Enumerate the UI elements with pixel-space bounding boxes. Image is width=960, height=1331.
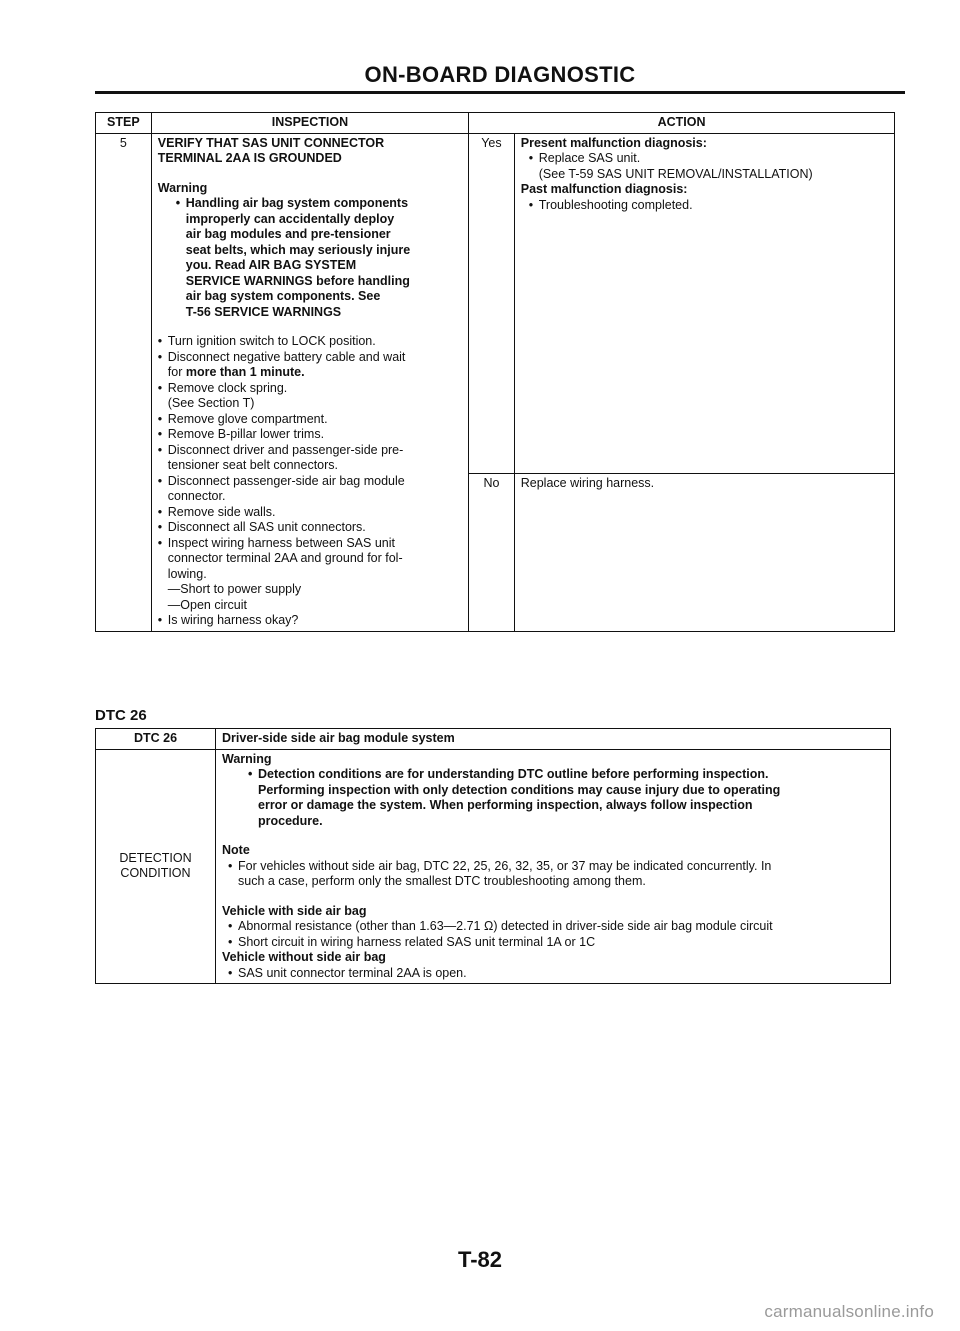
inspection-cell	[151, 133, 468, 631]
warning-label: Warning	[157, 180, 208, 195]
present-diagnosis-label: Present malfunction diagnosis:	[520, 135, 707, 150]
list-item: • Abnormal resistance (other than 1.63—2.71 Ω) detected in driver-side side air bag module circuit	[228, 919, 884, 935]
result-yes: Yes	[469, 133, 515, 473]
dtc-warning-text: • Detection conditions are for understanding DTC outline before performing inspection. Performing inspection with only detection conditions may cause injury due to operating error or damage the system. When performing inspection, always follow inspection procedure.	[248, 767, 781, 828]
dtc-code: DTC 26	[96, 729, 216, 750]
column-header-step: STEP	[96, 113, 152, 134]
step-row-yes	[96, 133, 895, 473]
list-item: • Remove glove compartment.	[158, 412, 462, 428]
list-item: • Remove side walls.	[158, 505, 462, 521]
list-item: • Remove clock spring. (See Section T)	[158, 381, 462, 412]
without-side-airbag-label: Vehicle without side air bag	[222, 950, 386, 964]
dtc-note-label: Note	[222, 843, 250, 857]
column-header-inspection: INSPECTION	[151, 113, 468, 134]
with-side-airbag-label: Vehicle with side air bag	[222, 903, 367, 918]
result-no: No	[469, 473, 515, 631]
list-item: • Remove B-pillar lower trims.	[158, 427, 462, 443]
present-diagnosis-note: (See T-59 SAS UNIT REMOVAL/INSTALLATION)	[538, 166, 813, 181]
detection-condition-label: DETECTION CONDITION	[96, 749, 216, 984]
action-yes-cell	[514, 133, 894, 473]
inspection-warning: • Handling air bag system components improperly can accidentally deploy air bag modules and pre-tensioner seat belts, which may seriously injure you. Read AIR BAG SYSTEM SERVICE WARNINGS before handling air bag system components. See T-56 SERVICE WARNINGS	[175, 196, 411, 319]
list-item: • Disconnect passenger-side air bag module connector.	[158, 474, 462, 505]
dtc-table	[95, 728, 891, 984]
step-table	[95, 112, 895, 632]
list-item: • Troubleshooting completed.	[529, 198, 888, 214]
list-item: • Inspect wiring harness between SAS unit connector terminal 2AA and ground for fol- lowing. — Short to power supply — Open circuit	[158, 536, 462, 614]
detection-condition-content	[216, 749, 891, 984]
header-rule	[95, 91, 905, 94]
dtc-condition-row	[96, 749, 891, 984]
watermark: carmanualsonline.info	[764, 1302, 934, 1321]
action-no-cell: Replace wiring harness.	[514, 473, 894, 631]
inspection-title: VERIFY THAT SAS UNIT CONNECTOR TERMINAL 2AA IS GROUNDED	[157, 135, 385, 165]
dtc-system-name: Driver-side side air bag module system	[216, 729, 891, 750]
inspection-sub-items: — Short to power supply — Open circuit	[168, 582, 462, 613]
step-number: 5	[96, 133, 152, 631]
dtc-header-row	[96, 729, 891, 750]
dtc-section-label: DTC 26	[95, 707, 147, 724]
column-header-action: ACTION	[469, 113, 895, 134]
step-table-header-row	[96, 113, 895, 134]
list-item: • Turn ignition switch to LOCK position.	[158, 334, 462, 350]
page-number: T-82	[457, 1247, 503, 1272]
list-item: • Disconnect negative battery cable and wait for more than 1 minute.	[158, 350, 462, 381]
list-item: • Replace SAS unit.	[529, 151, 888, 167]
inspection-steps	[158, 334, 462, 629]
list-item: • Disconnect driver and passenger-side pre- tensioner seat belt connectors.	[158, 443, 462, 474]
dtc-warning-label: Warning	[222, 751, 272, 766]
list-item: • SAS unit connector terminal 2AA is open.	[228, 966, 884, 982]
list-item: • Is wiring harness okay?	[158, 613, 462, 629]
past-diagnosis-label: Past malfunction diagnosis:	[520, 182, 688, 196]
list-item: • Short circuit in wiring harness related SAS unit terminal 1A or 1C	[228, 935, 884, 951]
page-title: ON-BOARD DIAGNOSTIC	[364, 62, 636, 87]
dtc-note-text: • For vehicles without side air bag, DTC 22, 25, 26, 32, 35, or 37 may be indicated concurrently. In such a case, perform only the smallest DTC troubleshooting among them.	[228, 858, 772, 888]
list-item: • Disconnect all SAS unit connectors.	[158, 520, 462, 536]
